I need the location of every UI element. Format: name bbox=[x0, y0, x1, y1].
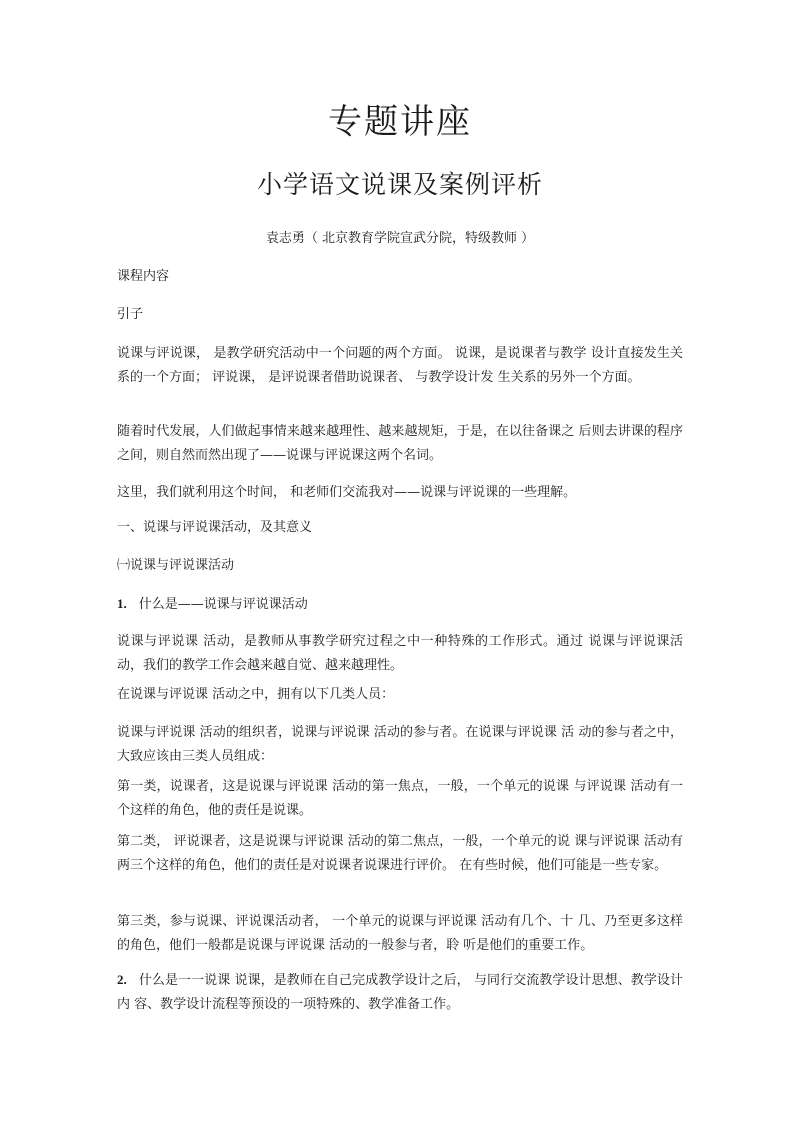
intro-paragraph-2: 随着时代发展，人们做起事情来越来越理性、越来越规矩，于是，在以往备课之 后则去讲课的程序之间，则自然而然出现了——说课与评说课这两个名词。 bbox=[117, 424, 683, 463]
course-content-label: 课程内容 bbox=[117, 269, 170, 284]
item-1-paragraph-4: 第一类，说课者，这是说课与评说课 活动的第一焦点，一般，一个单元的说课 与评说课 活动有一个这样的角色，他的责任是说课。 bbox=[117, 779, 683, 818]
intro-paragraph-1: 说课与评说课， 是教学研究活动中一个问题的两个方面。 说课，是说课者与教学 设计直接发生关系的一个方面； 评说课， 是评说课者借助说课者、 与教学设计发 生关系的另外一个方面。 bbox=[117, 346, 683, 385]
item-1-heading bbox=[117, 592, 683, 617]
section-1-heading: 一、说课与评说课活动，及其意义 bbox=[117, 520, 313, 535]
item-1-paragraph-6: 第三类，参与说课、评说课活动者， 一个单元的说课与评说课 活动有几个、十 几、乃至更多这样的角色，他们一般都是说课与评说课 活动的一般参与者，聆 听是他们的重要工作。 bbox=[117, 914, 683, 953]
document-subtitle: 小学语文说课及案例评析 bbox=[256, 170, 543, 199]
item-1-paragraph-3: 说课与评说课 活动的组织者，说课与评说课 活动的参与者。在说课与评说课 活 动的参与者之中，大致应该由三类人员组成： bbox=[117, 725, 683, 764]
item-1-paragraph-1: 说课与评说课 活动，是教师从事教学研究过程之中一种特殊的工作形式。通过 说课与评说课活动，我们的教学工作会越来越自觉、越来越理性。 bbox=[117, 634, 683, 673]
item-1-paragraph-5: 第二类， 评说课者，这是说课与评说课 活动的第二焦点，一般，一个单元的说 课与评说课 活动有两三个这样的角色，他们的责任是对说课者说课进行评价。 在有些时候，他们可能是一些专家。 bbox=[117, 834, 683, 873]
intro-heading: 引子 bbox=[117, 307, 144, 322]
subsection-1-heading: ㈠说课与评说课活动 bbox=[117, 558, 235, 573]
item-2-text: 什么是一一说课 说课，是教师在自己完成教学设计之后， 与同行交流教学设计思想、教学设计内 容、教学设计流程等预设的一项特殊的、教学准备工作。 bbox=[117, 973, 683, 1012]
item-1-title: 什么是——说课与评说课活动 bbox=[138, 597, 308, 612]
author-line: 袁志勇（ 北京教育学院宣武分院，特级教师 ） bbox=[265, 231, 535, 246]
item-2-number: 2. bbox=[117, 972, 127, 987]
intro-paragraph-3: 这里，我们就利用这个时间， 和老师们交流我对——说课与评说课的一些理解。 bbox=[117, 485, 577, 500]
item-1-paragraph-2: 在说课与评说课 活动之中，拥有以下几类人员： bbox=[117, 687, 395, 702]
item-1-number: 1. bbox=[117, 596, 127, 611]
document-title: 专题讲座 bbox=[328, 102, 472, 142]
item-2-paragraph bbox=[117, 968, 683, 1017]
